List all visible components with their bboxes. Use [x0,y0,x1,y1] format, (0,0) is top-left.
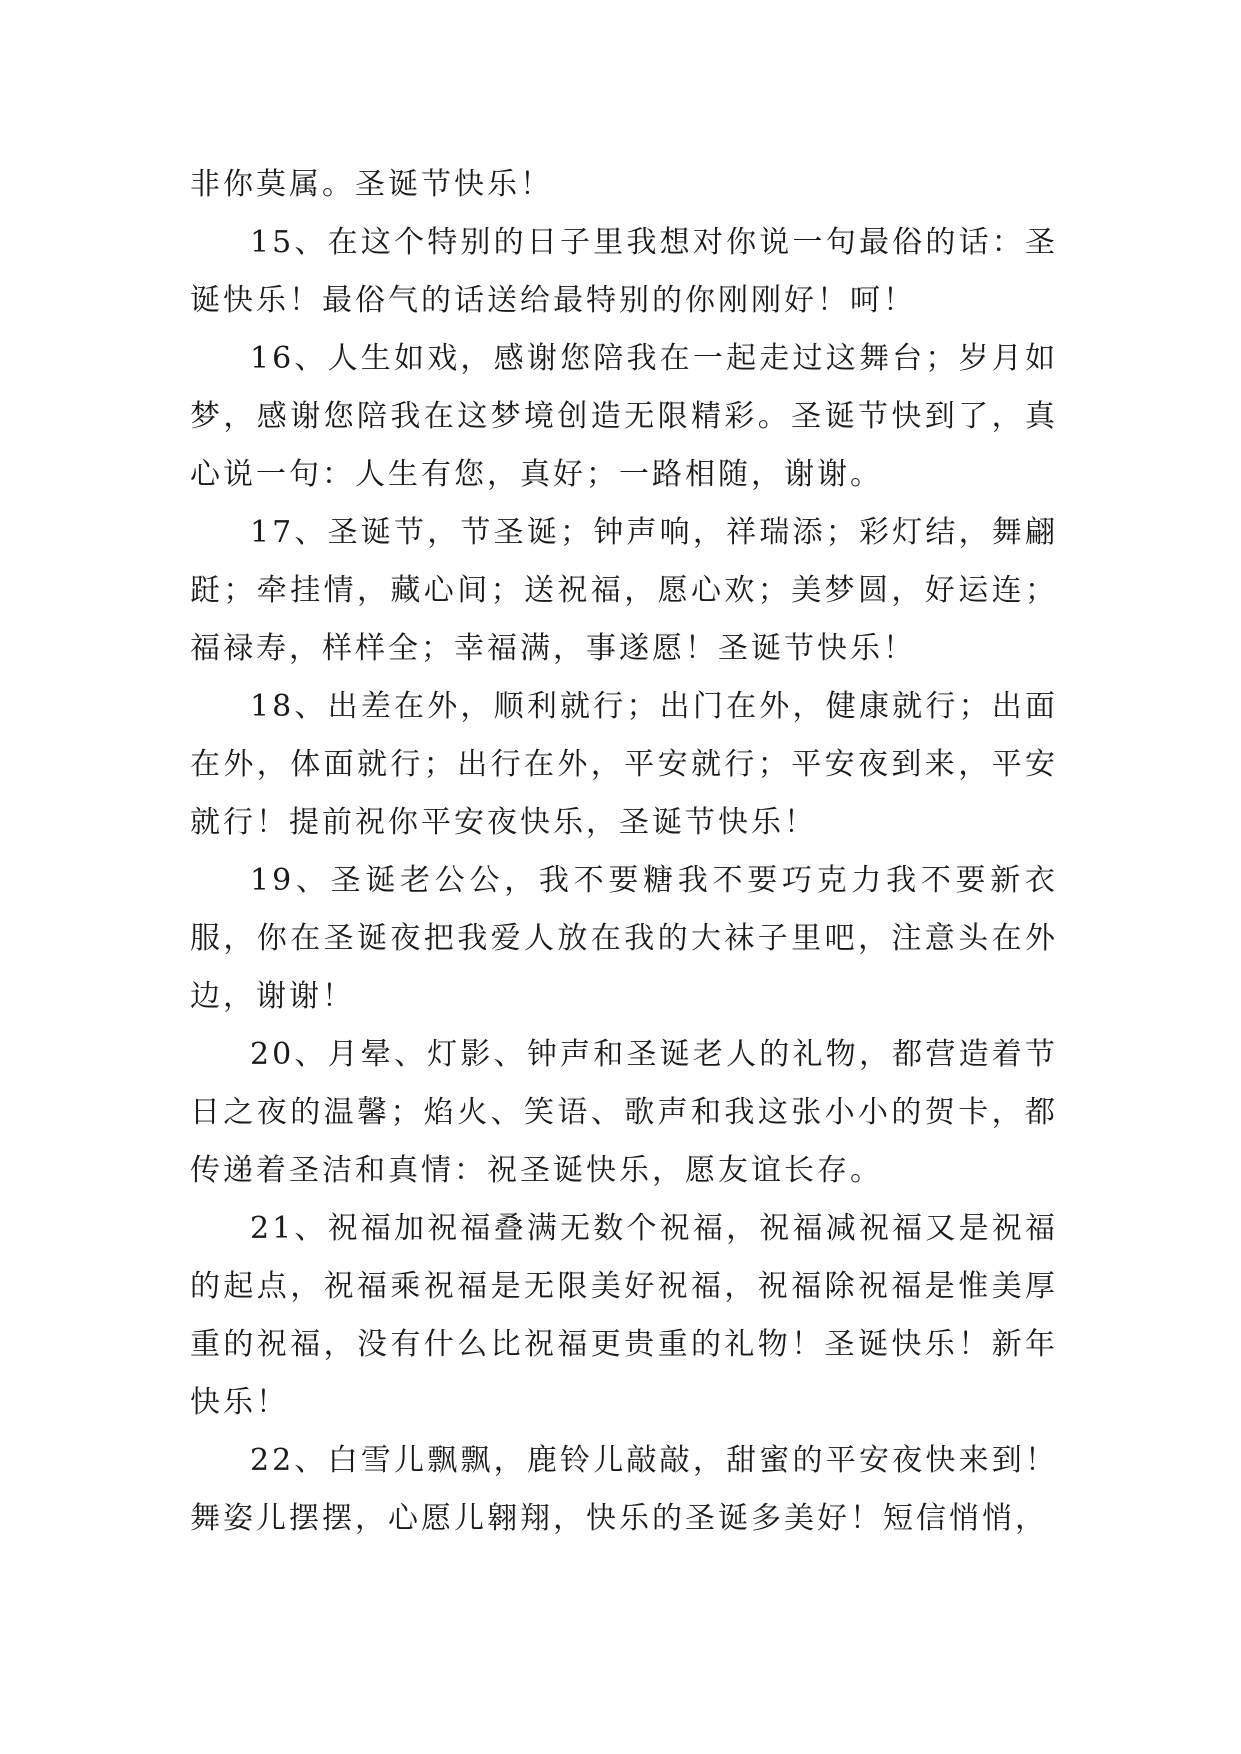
paragraph-19: 19、圣诞老公公，我不要糖我不要巧克力我不要新衣服，你在圣诞夜把我爱人放在我的大袜子里吧，注意头在外边，谢谢！ [190,863,1058,1014]
paragraph-22: 22、白雪儿飘飘，鹿铃儿敲敲，甜蜜的平安夜快来到！舞姿儿摆摆，心愿儿翱翔，快乐的圣诞多美好！短信悄悄， [190,1443,1058,1536]
document-body [190,156,1058,1548]
paragraph-20: 20、月晕、灯影、钟声和圣诞老人的礼物，都营造着节日之夜的温馨；焰火、笑语、歌声和我这张小小的贺卡，都传递着圣洁和真情：祝圣诞快乐，愿友谊长存。 [190,1037,1058,1188]
paragraph-17: 17、圣诞节，节圣诞；钟声响，祥瑞添；彩灯结，舞翩跹；牵挂情，藏心间；送祝福，愿心欢；美梦圆，好运连；福禄寿，样样全；幸福满，事遂愿！圣诞节快乐！ [190,515,1058,666]
paragraph-18: 18、出差在外，顺利就行；出门在外，健康就行；出面在外，体面就行；出行在外，平安就行；平安夜到来，平安就行！提前祝你平安夜快乐，圣诞节快乐！ [190,689,1058,840]
paragraph-16: 16、人生如戏，感谢您陪我在一起走过这舞台；岁月如梦，感谢您陪我在这梦境创造无限精彩。圣诞节快到了，真心说一句：人生有您，真好；一路相随，谢谢。 [190,341,1058,492]
paragraph-continuation: 非你莫属。圣诞节快乐！ [190,167,553,202]
paragraph-15: 15、在这个特别的日子里我想对你说一句最俗的话：圣诞快乐！最俗气的话送给最特别的你刚刚好！呵！ [190,225,1058,318]
paragraph-21: 21、祝福加祝福叠满无数个祝福，祝福减祝福又是祝福的起点，祝福乘祝福是无限美好祝福，祝福除祝福是惟美厚重的祝福，没有什么比祝福更贵重的礼物！圣诞快乐！新年快乐！ [190,1211,1058,1420]
